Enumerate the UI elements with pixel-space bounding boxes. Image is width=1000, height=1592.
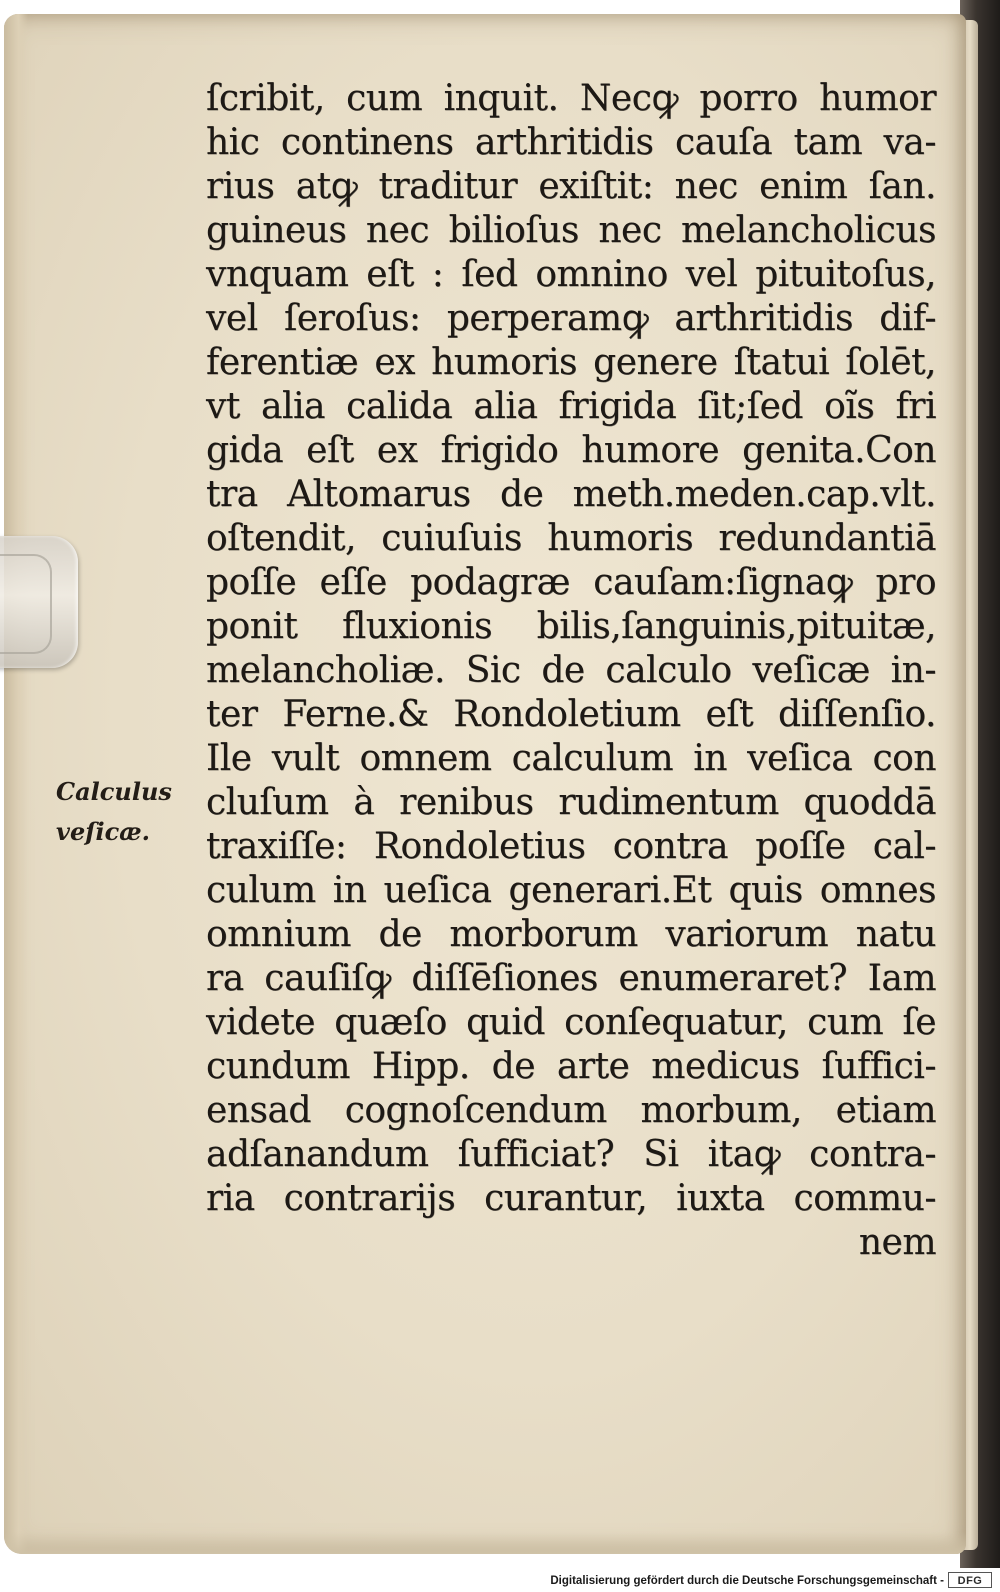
text-line: ferentiæ ex humoris genere ſtatui ſolēt,: [206, 342, 936, 383]
page-edge-left: [4, 14, 28, 1554]
text-line: traxiſſe: Rondoletius contra poſſe cal-: [206, 826, 936, 867]
text-line: ensad cognoſcendum morbum, etiam: [206, 1090, 936, 1131]
text-line: melancholiæ. Sic de calculo veſicæ in-: [206, 650, 936, 691]
text-line: oſtendit, cuiuſuis humoris redundantiā: [206, 518, 936, 559]
text-line: hic continens arthritidis cauſa tam va-: [206, 122, 936, 163]
text-line: ter Ferne.& Rondoletium eſt diſſenſio.: [206, 694, 936, 735]
page-edge-bottom: [4, 1532, 966, 1554]
text-line: ponit fluxionis bilis,ſanguinis,pituitæ,: [206, 606, 936, 647]
footer-credit: Digitalisierung gefördert durch die Deutsche Forschungsgemeinschaft -: [550, 1575, 944, 1587]
margin-note-line: veſicæ.: [56, 817, 150, 846]
text-line: gida eſt ex frigido humore genita.Con: [206, 430, 936, 471]
page-clip: [0, 536, 78, 668]
text-line: vt alia calida alia frigida ſit;ſed oĩs fri: [206, 386, 936, 427]
text-line: rius atꝙ traditur exiſtit: nec enim ſan.: [206, 166, 936, 207]
catchword: nem: [858, 1222, 936, 1263]
text-line: Ile vult omnem calculum in veſica con: [206, 738, 936, 779]
text-line: vnquam eſt : ſed omnino vel pituitoſus,: [206, 254, 936, 295]
text-line: adſanandum ſufficiat? Si itaꝙ contra-: [206, 1134, 936, 1175]
text-line: ſcribit, cum inquit. Necꝙ porro humor: [206, 78, 936, 119]
text-line: tra Altomarus de meth.meden.cap.vlt.: [206, 474, 936, 515]
text-line: cundum Hipp. de arte medicus ſuffici-: [206, 1046, 936, 1087]
text-line: videte quæſo quid conſequatur, cum ſe: [206, 1002, 936, 1043]
text-line: guineus nec bilioſus nec melancholicus: [206, 210, 936, 251]
text-line: vel ſeroſus: perperamꝙ arthritidis dif-: [206, 298, 936, 339]
text-line: ra cauſiſꝙ diſſēſiones enumeraret? Iam: [206, 958, 936, 999]
text-line: ria contrarijs curantur, iuxta commu-: [206, 1178, 936, 1219]
body-text: [206, 77, 936, 1265]
margin-note-line: Calculus: [56, 777, 172, 806]
page-clip-inner: [0, 554, 52, 654]
dfg-logo: DFG: [948, 1572, 992, 1588]
text-line: cluſum à renibus rudimentum quoddā: [206, 782, 936, 823]
text-line: omnium de morborum variorum natu: [206, 914, 936, 955]
text-line: poſſe eſſe podagræ cauſam:ſignaꝙ pro: [206, 562, 936, 603]
text-line: culum in ueſica generari.Et quis omnes: [206, 870, 936, 911]
margin-note: [56, 772, 186, 852]
footer-bar: [0, 1568, 1000, 1592]
